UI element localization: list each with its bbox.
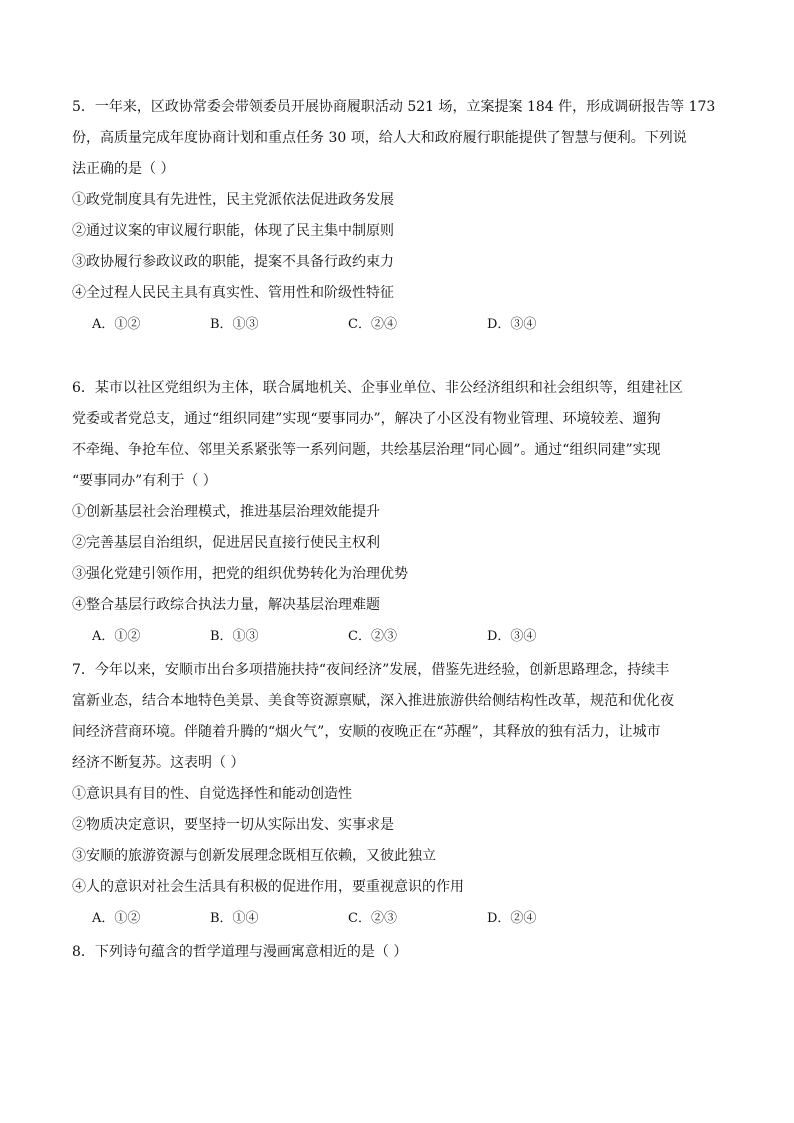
choice-b: B．①③ [210, 317, 259, 332]
statement-option: ②物质决定意识，要坚持一切从实际出发、实事求是 [72, 817, 394, 833]
question-stem-line: 党委或者党总支，通过“组织同建”实现“要事同办”，解决了小区没有物业管理、环境较差、遛狗 [72, 411, 661, 427]
question-stem-line: 不牵绳、争抢车位、邻里关系紧张等一系列问题，共绘基层治理“同心圆”。通过“组织同建”实现 [72, 442, 661, 458]
question-stem-line: 份，高质量完成年度协商计划和重点任务 30 项，给人大和政府履行职能提供了智慧与便利。下列说 [72, 130, 687, 146]
statement-option: ③安顺的旅游资源与创新发展理念既相互依赖，又彼此独立 [72, 848, 436, 864]
statement-option: ④全过程人民民主具有真实性、管用性和阶级性特征 [72, 285, 394, 301]
question-stem-line: 8．下列诗句蕴含的哲学道理与漫画寓意相近的是（ ） [72, 944, 408, 960]
answer-choices [72, 903, 724, 934]
statement-option: ③政协履行参政议政的职能，提案不具备行政约束力 [72, 254, 394, 270]
choice-d: D．②④ [487, 911, 537, 926]
question-stem-line: “要事同办”有利于（ ） [72, 473, 217, 489]
answer-choices [72, 621, 724, 652]
choice-d: D．③④ [487, 317, 537, 332]
choice-a: A．①② [92, 317, 141, 332]
choice-c: C．②③ [348, 911, 397, 926]
choice-c: C．②③ [348, 629, 397, 644]
statement-option: ①政党制度具有先进性，民主党派依法促进政务发展 [72, 192, 394, 208]
question-5 [72, 92, 724, 340]
choice-a: A．①② [92, 629, 141, 644]
question-stem-line: 间经济营商环境。伴随着升腾的“烟火气”，安顺的夜晚正在“苏醒”，其释放的独有活力，让城市 [72, 724, 661, 740]
statement-option: ③强化党建引领作用，把党的组织优势转化为治理优势 [72, 566, 408, 582]
statement-option: ④人的意识对社会生活具有积极的促进作用，要重视意识的作用 [72, 879, 464, 895]
statement-option: ④整合基层行政综合执法力量，解决基层治理难题 [72, 597, 380, 613]
question-8 [72, 937, 724, 968]
question-stem-line: 法正确的是（ ） [72, 161, 175, 177]
choice-d: D．③④ [487, 629, 537, 644]
statement-option: ①创新基层社会治理模式，推进基层治理效能提升 [72, 504, 380, 520]
question-stem-line: 6．某市以社区党组织为主体，联合属地机关、企事业单位、非公经济组织和社会组织等，组建社区 [72, 380, 683, 396]
choice-b: B．①③ [210, 629, 259, 644]
question-6 [72, 373, 724, 652]
question-stem-line: 5．一年来，区政协常委会带领委员开展协商履职活动 521 场，立案提案 184 件，形成调研报告等 173 [72, 99, 716, 115]
statement-option: ①意识具有目的性、自觉选择性和能动创造性 [72, 786, 352, 802]
statement-option: ②完善基层自治组织，促进居民直接行使民主权利 [72, 535, 380, 551]
choice-a: A．①② [92, 911, 141, 926]
question-stem-line: 经济不断复苏。这表明（ ） [72, 755, 245, 771]
question-7 [72, 655, 724, 934]
choice-c: C．②④ [348, 317, 397, 332]
statement-option: ②通过议案的审议履行职能，体现了民主集中制原则 [72, 223, 394, 239]
answer-choices [72, 309, 724, 340]
choice-b: B．①④ [210, 911, 259, 926]
question-stem-line: 7．今年以来，安顺市出台多项措施扶持“夜间经济”发展，借鉴先进经验，创新思路理念，持续丰 [72, 662, 670, 678]
question-stem-line: 富新业态，结合本地特色美景、美食等资源禀赋，深入推进旅游供给侧结构性改革，规范和优化夜 [72, 693, 674, 709]
